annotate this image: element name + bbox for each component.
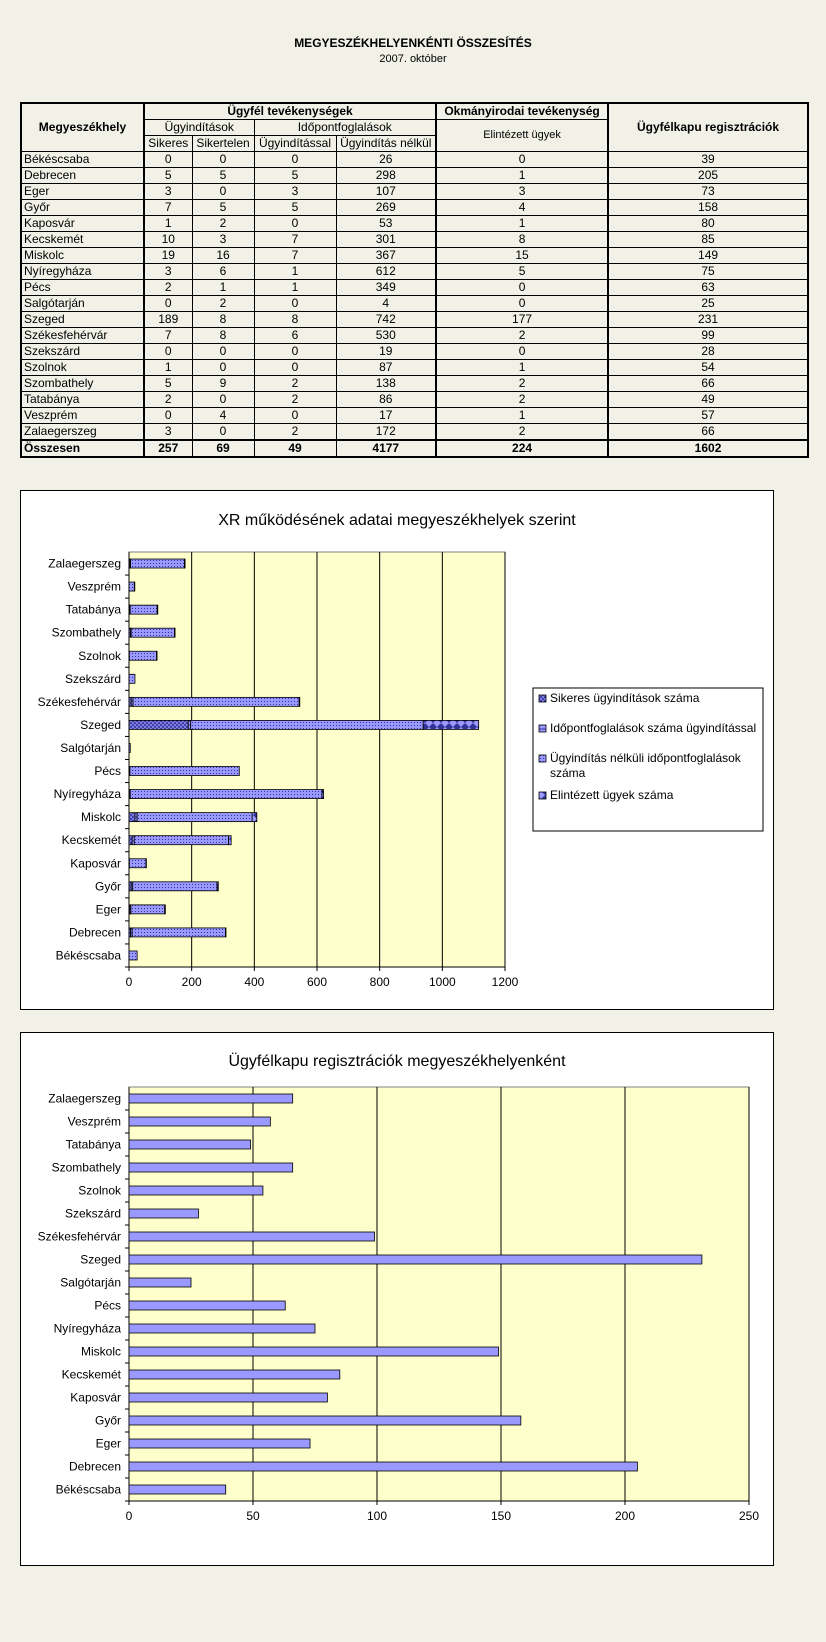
table-row (21, 168, 808, 184)
table-row (21, 184, 808, 200)
bar-eger (129, 1439, 310, 1448)
cell-sikeres: 3 (144, 264, 192, 280)
cell-megyeszekhely: Veszprém (21, 408, 144, 424)
cell-ugyfelkapu: 205 (608, 168, 808, 184)
bar-kecskemet-s1 (129, 836, 132, 845)
legend-label: Ügyindítás nélküli időpontfoglalások száma (550, 751, 741, 780)
category-label: Eger (95, 902, 121, 917)
cell-megyeszekhely: Székesfehérvár (21, 328, 144, 344)
cell-ugyinditassal: 5 (254, 168, 336, 184)
chart-title: XR működésének adatai megyeszékhelyek szerint (218, 512, 576, 529)
cell-ugyinditas-nelkul: 269 (336, 200, 436, 216)
xr-chart (21, 491, 773, 1009)
cell-sikeres: 5 (144, 168, 192, 184)
bar-bekescsaba (129, 1485, 226, 1494)
cell-ugyinditas-nelkul: 53 (336, 216, 436, 232)
cell-ugyfelkapu: 28 (608, 344, 808, 360)
bar-tatabanya (129, 1140, 251, 1149)
header-elintezett: Elintézett ügyek (436, 120, 608, 152)
category-label: Székesfehérvár (37, 694, 121, 709)
cell-ugyfelkapu: 1602 (608, 440, 808, 457)
cell-sikertelen: 6 (192, 264, 254, 280)
bar-szombathely-s3 (131, 628, 174, 637)
bar-szolnok-s3 (129, 651, 156, 660)
bar-salgotarjan (129, 1278, 191, 1287)
bar-szolnok (129, 1186, 263, 1195)
category-label: Szombathely (51, 625, 121, 640)
cell-ugyfelkapu: 80 (608, 216, 808, 232)
category-label: Szombathely (51, 1160, 121, 1175)
x-tick-label: 250 (738, 1509, 760, 1523)
bar-eger-s3 (131, 905, 165, 914)
cell-ugyinditas-nelkul: 301 (336, 232, 436, 248)
cell-elintezett: 2 (436, 328, 608, 344)
category-label: Tatabánya (65, 602, 121, 617)
cell-ugyinditas-nelkul: 349 (336, 280, 436, 296)
cell-sikertelen: 0 (192, 184, 254, 200)
header-sikertelen: Sikertelen (192, 136, 254, 152)
header-idopont: Időpontfoglalások (254, 120, 436, 136)
bar-szekszard-s3 (129, 674, 135, 683)
x-tick-label: 100 (366, 1509, 388, 1523)
cell-sikeres: 0 (144, 408, 192, 424)
table-row (21, 312, 808, 328)
bar-veszprem (129, 1117, 270, 1126)
category-label: Szekszárd (64, 671, 121, 686)
ugyfelkapu-chart (21, 1033, 773, 1565)
cell-sikertelen: 9 (192, 376, 254, 392)
bar-bekescsaba-s3 (129, 951, 137, 960)
cell-ugyfelkapu: 54 (608, 360, 808, 376)
bar-szeged (129, 1255, 702, 1264)
category-label: Salgótarján (60, 1275, 121, 1290)
cell-sikertelen: 16 (192, 248, 254, 264)
cell-ugyinditassal: 2 (254, 376, 336, 392)
cell-sikertelen: 3 (192, 232, 254, 248)
cell-ugyinditassal: 1 (254, 264, 336, 280)
table-row (21, 216, 808, 232)
legend-swatch (539, 725, 546, 732)
bar-miskolc (129, 1347, 499, 1356)
cell-sikeres: 1 (144, 360, 192, 376)
legend-label: Sikeres ügyindítások száma (550, 691, 700, 705)
cell-elintezett: 2 (436, 376, 608, 392)
legend-label: Időpontfoglalások száma ügyindítással (550, 721, 757, 735)
cell-ugyinditas-nelkul: 612 (336, 264, 436, 280)
cell-megyeszekhely: Kecskemét (21, 232, 144, 248)
cell-ugyinditassal: 5 (254, 200, 336, 216)
table-row (21, 200, 808, 216)
category-label: Békéscsaba (55, 948, 121, 963)
header-ugyfelkapu: Ügyfélkapu regisztrációk (608, 103, 808, 152)
cell-sikeres: 2 (144, 392, 192, 408)
bar-nyiregyhaza-s3 (130, 790, 322, 799)
cell-sikeres: 7 (144, 328, 192, 344)
bar-szeged-s3 (191, 720, 423, 729)
cell-ugyfelkapu: 25 (608, 296, 808, 312)
category-label: Debrecen (68, 1459, 121, 1474)
category-label: Kaposvár (70, 1390, 121, 1405)
table-row (21, 376, 808, 392)
bar-nyiregyhaza-s4 (322, 790, 324, 799)
bar-kecskemet-s3 (134, 836, 228, 845)
cell-megyeszekhely: Nyíregyháza (21, 264, 144, 280)
cell-sikertelen: 5 (192, 200, 254, 216)
cell-megyeszekhely: Szolnok (21, 360, 144, 376)
cell-sikertelen: 1 (192, 280, 254, 296)
cell-ugyinditassal: 0 (254, 216, 336, 232)
category-label: Székesfehérvár (37, 1229, 121, 1244)
bar-pecs-s3 (130, 767, 239, 776)
bar-tatabanya-s4 (157, 605, 158, 614)
table-row (21, 264, 808, 280)
cell-ugyfelkapu: 149 (608, 248, 808, 264)
category-label: Tatabánya (65, 1137, 121, 1152)
cell-sikeres: 189 (144, 312, 192, 328)
category-label: Kaposvár (70, 856, 121, 871)
bar-kecskemet (129, 1370, 340, 1379)
cell-sikertelen: 8 (192, 328, 254, 344)
cell-ugyinditas-nelkul: 367 (336, 248, 436, 264)
category-label: Pécs (94, 1298, 121, 1313)
category-label: Kecskemét (61, 833, 121, 848)
cell-ugyinditas-nelkul: 107 (336, 184, 436, 200)
table-row (21, 408, 808, 424)
bar-kaposvar (129, 1393, 327, 1402)
header-ugyinditas-nelkul: Ügyindítás nélkül (336, 136, 436, 152)
cell-sikertelen: 4 (192, 408, 254, 424)
bar-szombathely (129, 1163, 293, 1172)
cell-ugyfelkapu: 66 (608, 424, 808, 441)
cell-ugyinditas-nelkul: 17 (336, 408, 436, 424)
bar-szolnok-s4 (157, 651, 158, 660)
cell-megyeszekhely: Zalaegerszeg (21, 424, 144, 441)
cell-ugyinditassal: 3 (254, 184, 336, 200)
category-label: Szeged (80, 1252, 121, 1267)
cell-megyeszekhely: Szekszárd (21, 344, 144, 360)
bar-veszprem-s3 (129, 582, 134, 591)
cell-sikertelen: 0 (192, 152, 254, 168)
bar-szombathely-s4 (174, 628, 175, 637)
x-tick-label: 0 (125, 975, 133, 989)
cell-elintezett: 0 (436, 280, 608, 296)
cell-sikeres: 5 (144, 376, 192, 392)
cell-ugyinditassal: 49 (254, 440, 336, 457)
bar-pecs (129, 1301, 285, 1310)
cell-sikertelen: 8 (192, 312, 254, 328)
cell-sikeres: 2 (144, 280, 192, 296)
cell-megyeszekhely: Összesen (21, 440, 144, 457)
cell-ugyfelkapu: 99 (608, 328, 808, 344)
bar-szekesfehervar-s4 (299, 697, 300, 706)
cell-megyeszekhely: Debrecen (21, 168, 144, 184)
cell-ugyfelkapu: 63 (608, 280, 808, 296)
category-label: Győr (94, 1413, 121, 1428)
cell-sikeres: 0 (144, 296, 192, 312)
category-label: Veszprém (67, 579, 121, 594)
cell-ugyinditas-nelkul: 4 (336, 296, 436, 312)
bar-debrecen (129, 1462, 637, 1471)
bar-szekesfehervar-s3 (133, 697, 299, 706)
cell-ugyinditassal: 1 (254, 280, 336, 296)
cell-ugyinditas-nelkul: 742 (336, 312, 436, 328)
cell-sikertelen: 0 (192, 424, 254, 441)
bar-kaposvar-s3 (129, 859, 146, 868)
cell-ugyinditassal: 6 (254, 328, 336, 344)
x-tick-label: 800 (369, 975, 390, 989)
bar-gyor-s3 (133, 882, 217, 891)
category-label: Békéscsaba (55, 1482, 121, 1497)
cell-ugyinditas-nelkul: 172 (336, 424, 436, 441)
cell-ugyfelkapu: 66 (608, 376, 808, 392)
table-row (21, 296, 808, 312)
bar-szekesfehervar (129, 1232, 375, 1241)
cell-elintezett: 2 (436, 424, 608, 441)
x-tick-label: 600 (306, 975, 328, 989)
cell-ugyinditassal: 0 (254, 152, 336, 168)
cell-elintezett: 3 (436, 184, 608, 200)
x-tick-label: 400 (244, 975, 265, 989)
category-label: Szekszárd (64, 1206, 121, 1221)
cell-ugyinditassal: 0 (254, 344, 336, 360)
cell-megyeszekhely: Salgótarján (21, 296, 144, 312)
ugyfelkapu-chart-panel (20, 1032, 774, 1566)
cell-ugyinditas-nelkul: 530 (336, 328, 436, 344)
cell-sikertelen: 69 (192, 440, 254, 457)
bar-zalaegerszeg-s4 (184, 559, 185, 568)
summary-table-container (20, 102, 807, 458)
table-row (21, 392, 808, 408)
bar-zalaegerszeg-s3 (131, 559, 185, 568)
cell-elintezett: 0 (436, 344, 608, 360)
bar-miskolc-s4 (252, 813, 257, 822)
bar-szeged-s1 (129, 720, 188, 729)
category-label: Kecskemét (61, 1367, 121, 1382)
cell-sikertelen: 0 (192, 392, 254, 408)
cell-megyeszekhely: Győr (21, 200, 144, 216)
cell-elintezett: 5 (436, 264, 608, 280)
cell-ugyinditassal: 8 (254, 312, 336, 328)
bar-eger-s4 (164, 905, 165, 914)
cell-ugyinditassal: 2 (254, 424, 336, 441)
cell-ugyfelkapu: 73 (608, 184, 808, 200)
cell-sikertelen: 5 (192, 168, 254, 184)
table-row (21, 152, 808, 168)
category-label: Szolnok (78, 1183, 121, 1198)
cell-megyeszekhely: Tatabánya (21, 392, 144, 408)
cell-ugyinditas-nelkul: 26 (336, 152, 436, 168)
bar-kaposvar-s4 (146, 859, 147, 868)
bar-zalaegerszeg (129, 1094, 293, 1103)
cell-ugyinditas-nelkul: 19 (336, 344, 436, 360)
cell-sikeres: 7 (144, 200, 192, 216)
cell-ugyfelkapu: 75 (608, 264, 808, 280)
bar-salgotarjan-s3 (129, 743, 130, 752)
table-row (21, 232, 808, 248)
bar-tatabanya-s3 (130, 605, 157, 614)
category-label: Veszprém (67, 1114, 121, 1129)
cell-elintezett: 2 (436, 392, 608, 408)
cell-ugyinditas-nelkul: 87 (336, 360, 436, 376)
cell-ugyfelkapu: 39 (608, 152, 808, 168)
cell-sikeres: 0 (144, 344, 192, 360)
category-label: Nyíregyháza (53, 1321, 121, 1336)
x-tick-label: 200 (181, 975, 202, 989)
legend-swatch (539, 792, 546, 799)
bar-miskolc-s1 (129, 813, 135, 822)
summary-table (20, 102, 809, 458)
cell-elintezett: 0 (436, 152, 608, 168)
x-tick-label: 1200 (491, 975, 519, 989)
table-row (21, 424, 808, 441)
header-ugyinditasok: Ügyindítások (144, 120, 254, 136)
page-title: MEGYESZÉKHELYENKÉNTI ÖSSZESÍTÉS (294, 36, 532, 50)
cell-sikertelen: 0 (192, 360, 254, 376)
cell-ugyfelkapu: 49 (608, 392, 808, 408)
cell-sikeres: 19 (144, 248, 192, 264)
cell-megyeszekhely: Szeged (21, 312, 144, 328)
cell-ugyinditassal: 0 (254, 296, 336, 312)
category-label: Zalaegerszeg (48, 556, 121, 571)
page-subtitle: 2007. október (379, 53, 447, 65)
cell-sikeres: 0 (144, 152, 192, 168)
table-row (21, 360, 808, 376)
cell-sikeres: 257 (144, 440, 192, 457)
bar-szekszard (129, 1209, 198, 1218)
bar-nyiregyhaza (129, 1324, 315, 1333)
cell-sikeres: 10 (144, 232, 192, 248)
category-label: Nyíregyháza (53, 787, 121, 802)
bar-debrecen-s3 (132, 928, 225, 937)
cell-megyeszekhely: Kaposvár (21, 216, 144, 232)
cell-ugyinditassal: 2 (254, 392, 336, 408)
cell-megyeszekhely: Eger (21, 184, 144, 200)
category-label: Miskolc (80, 810, 121, 825)
cell-megyeszekhely: Szombathely (21, 376, 144, 392)
cell-elintezett: 1 (436, 216, 608, 232)
cell-elintezett: 4 (436, 200, 608, 216)
header-sikeres: Sikeres (144, 136, 192, 152)
table-row (21, 344, 808, 360)
cell-ugyfelkapu: 57 (608, 408, 808, 424)
legend-swatch (539, 695, 546, 702)
bar-miskolc-s3 (137, 813, 252, 822)
legend-label: Elintézett ügyek száma (550, 788, 674, 802)
header-ugyinditassal: Ügyindítással (254, 136, 336, 152)
bar-gyor-s4 (217, 882, 218, 891)
cell-sikeres: 3 (144, 424, 192, 441)
cell-sikeres: 3 (144, 184, 192, 200)
table-row (21, 248, 808, 264)
xr-chart-panel (20, 490, 774, 1010)
cell-ugyfelkapu: 158 (608, 200, 808, 216)
category-label: Debrecen (68, 925, 121, 940)
category-label: Szolnok (78, 648, 121, 663)
bar-veszprem-s4 (134, 582, 135, 591)
cell-sikertelen: 2 (192, 216, 254, 232)
cell-ugyinditassal: 7 (254, 232, 336, 248)
cell-elintezett: 1 (436, 360, 608, 376)
cell-elintezett: 224 (436, 440, 608, 457)
x-tick-label: 200 (614, 1509, 636, 1523)
x-tick-label: 1000 (428, 975, 456, 989)
cell-megyeszekhely: Miskolc (21, 248, 144, 264)
cell-ugyinditas-nelkul: 86 (336, 392, 436, 408)
bar-debrecen-s4 (226, 928, 227, 937)
category-label: Salgótarján (60, 740, 121, 755)
bar-kecskemet-s4 (229, 836, 232, 845)
total-row (21, 440, 808, 457)
category-label: Pécs (94, 764, 121, 779)
bar-szeged-s4 (423, 720, 478, 729)
cell-ugyinditassal: 0 (254, 408, 336, 424)
category-label: Szeged (80, 717, 121, 732)
category-label: Zalaegerszeg (48, 1091, 121, 1106)
cell-ugyinditassal: 0 (254, 360, 336, 376)
cell-megyeszekhely: Pécs (21, 280, 144, 296)
cell-ugyinditas-nelkul: 138 (336, 376, 436, 392)
cell-sikeres: 1 (144, 216, 192, 232)
category-label: Miskolc (80, 1344, 121, 1359)
cell-elintezett: 15 (436, 248, 608, 264)
cell-elintezett: 1 (436, 168, 608, 184)
header-okmany-group: Okmányirodai tevékenység (436, 103, 608, 120)
header-ugyfel-group: Ügyfél tevékenységek (144, 103, 436, 120)
cell-ugyinditassal: 7 (254, 248, 336, 264)
cell-ugyinditas-nelkul: 4177 (336, 440, 436, 457)
category-label: Eger (95, 1436, 121, 1451)
cell-megyeszekhely: Békéscsaba (21, 152, 144, 168)
cell-ugyinditas-nelkul: 298 (336, 168, 436, 184)
cell-elintezett: 177 (436, 312, 608, 328)
header-megyeszekhely: Megyeszékhely (21, 103, 144, 152)
cell-sikertelen: 2 (192, 296, 254, 312)
cell-ugyfelkapu: 231 (608, 312, 808, 328)
x-tick-label: 0 (125, 1509, 133, 1523)
cell-elintezett: 1 (436, 408, 608, 424)
bar-gyor (129, 1416, 521, 1425)
chart-legend (533, 688, 763, 831)
table-row (21, 280, 808, 296)
chart-title: Ügyfélkapu regisztrációk megyeszékhelyenként (228, 1053, 566, 1070)
cell-ugyfelkapu: 85 (608, 232, 808, 248)
x-tick-label: 50 (246, 1509, 260, 1523)
cell-sikertelen: 0 (192, 344, 254, 360)
x-tick-label: 150 (490, 1509, 512, 1523)
cell-elintezett: 0 (436, 296, 608, 312)
category-label: Győr (94, 879, 121, 894)
cell-elintezett: 8 (436, 232, 608, 248)
table-row (21, 328, 808, 344)
legend-swatch (539, 755, 546, 762)
